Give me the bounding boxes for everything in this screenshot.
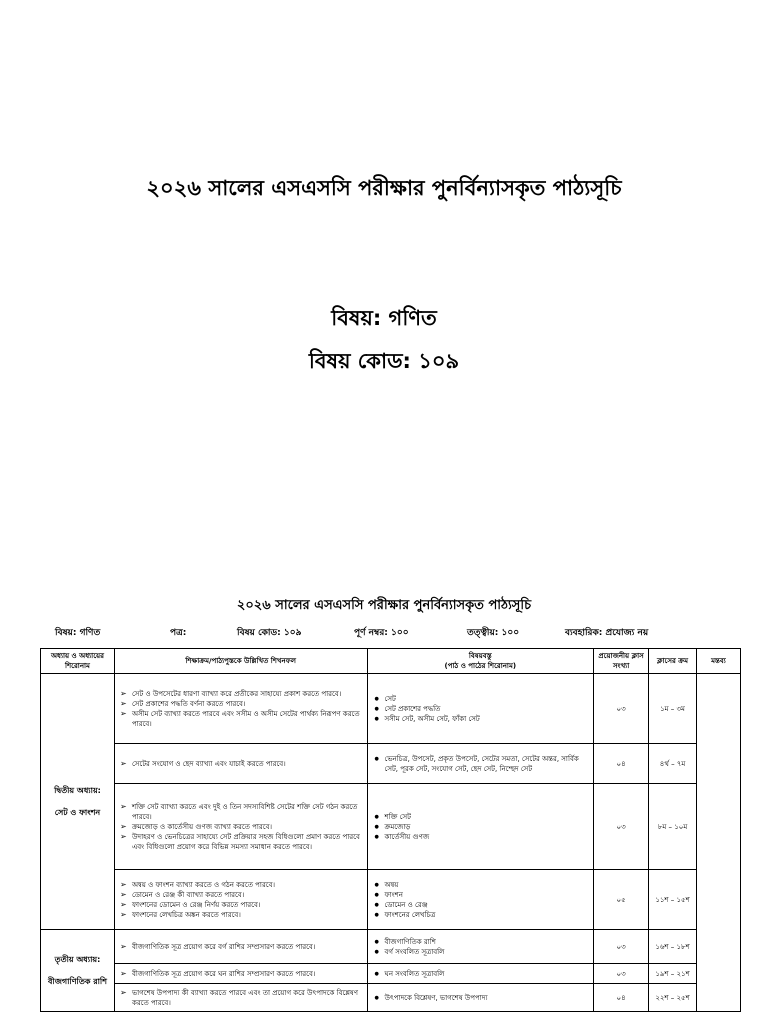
content-list	[371, 969, 591, 979]
table-row	[41, 674, 741, 744]
class-order: ২২শ – ২৫শ	[649, 984, 697, 1012]
meta-code: বিষয় কোড: ১০৯	[237, 628, 302, 638]
table-row	[41, 744, 741, 784]
content-item: ● বীজগাণিতিক রাশি	[385, 937, 591, 947]
col-content-title: বিষয়বস্তু	[468, 652, 492, 660]
class-count: ০৪	[594, 744, 649, 784]
table-header-row	[41, 649, 741, 674]
content-item: ● ডোমেন ও রেঞ্জ	[385, 900, 591, 910]
outcomes-cell	[114, 984, 367, 1012]
col-chapter: অধ্যায় ও অধ্যায়ের শিরোনাম	[41, 649, 115, 674]
content-cell	[367, 784, 594, 870]
class-order: ৪র্থ – ৭ম	[649, 744, 697, 784]
outcomes-list	[118, 969, 364, 979]
table-row	[41, 930, 741, 964]
meta-full-marks: পূর্ণ নম্বর: ১০০	[354, 628, 409, 638]
meta-theory: তত্ত্বীয়: ১০০	[467, 628, 520, 638]
content-item: ● সেট প্রকাশের পদ্ধতি	[385, 704, 591, 714]
content-item: ● শক্তি সেট	[385, 812, 591, 822]
content-list	[371, 754, 591, 774]
outcomes-list	[118, 759, 364, 769]
outcome-item: ➢ ফাংশনের লেখচিত্র অঙ্কন করতে পারবে।	[118, 910, 364, 920]
outcomes-list	[118, 802, 364, 852]
class-count: ০৩	[594, 964, 649, 984]
subject-code-heading: বিষয় কোড: ১০৯	[308, 349, 460, 373]
outcome-item: ➢ শক্তি সেট ব্যাখ্যা করতে এবং দুই ও তিন সদস্যবিশিষ্ট সেটের শক্তি সেট গঠন করতে পারবে।	[118, 802, 364, 822]
chapter-cell	[41, 930, 115, 1012]
class-count: ০৩	[594, 930, 649, 964]
meta-subject: বিষয়: গণিত	[55, 628, 101, 638]
class-order: ৮ম – ১০ম	[649, 784, 697, 870]
content-item: ● কার্তেসীয় গুণজ	[385, 832, 591, 842]
content-item: ● অন্বয়	[385, 880, 591, 890]
class-order: ১ম – ৩ম	[649, 674, 697, 744]
table-row	[41, 964, 741, 984]
outcomes-cell	[114, 964, 367, 984]
col-content-sub: (পাঠ ও পাঠের শিরোনাম)	[444, 662, 517, 670]
outcome-item: ➢ অসীম সেট ব্যাখ্যা করতে পারবে এবং সসীম ও অসীম সেটের পার্থক্য নিরূপণ করতে পারবে।	[118, 709, 364, 729]
outcome-item: ➢ ফাংশনের ডোমেন ও রেঞ্জ নির্ণয় করতে পারবে।	[118, 900, 364, 910]
class-count: ০৩	[594, 784, 649, 870]
syllabus-table	[40, 648, 741, 1012]
remarks-cell	[697, 674, 741, 1012]
outcome-item: ➢ সেট প্রকাশের পদ্ধতি বর্ণনা করতে পারবে।	[118, 699, 364, 709]
content-cell	[367, 870, 594, 930]
table-row	[41, 870, 741, 930]
class-order: ১১শ – ১৫শ	[649, 870, 697, 930]
content-cell	[367, 930, 594, 964]
chapter-name: সেট ও ফাংশন	[54, 807, 101, 817]
meta-practical: ব্যবহারিক: প্রযোজ্য নয়	[565, 628, 649, 638]
class-count: ০৪	[594, 984, 649, 1012]
content-item: ● ভেনচিত্র, উপসেট, প্রকৃত উপসেট, সেটের সমতা, সেটের অন্তর, সার্বিক সেট, পূরক সেট, সংযোগ সেট, ছেদ সেট, নিশ্ছেদ সেট	[385, 754, 591, 774]
outcomes-cell	[114, 674, 367, 744]
outcome-item: ➢ ক্রমজোড় ও কার্তেসীয় গুণজ ব্যাখ্যা করতে পারবে।	[118, 822, 364, 832]
content-cell	[367, 674, 594, 744]
outcome-item: ➢ উদাহরণ ও ভেনচিত্রের সাহায্যে সেট প্রক্রিয়ার সহজ বিধিগুলো প্রমাণ করতে পারবে এবং বিধিগুলো প্রয়োগ করে বিভিন্ন সমস্যা সমাধান করতে পারবে।	[118, 832, 364, 852]
outcome-item: ➢ বীজগাণিতিক সূত্র প্রয়োগ করে ঘন রাশির সম্প্রসারণ করতে পারবে।	[118, 969, 364, 979]
content-list	[371, 880, 591, 920]
subject-heading: বিষয়: গণিত	[331, 306, 437, 330]
col-order: ক্লাসের ক্রম	[649, 649, 697, 674]
outcomes-cell	[114, 784, 367, 870]
outcomes-cell	[114, 744, 367, 784]
content-item: ● ঘন সংবলিত সূত্রাবলি	[385, 969, 591, 979]
outcome-item: ➢ ভাগশেষ উপপাদ্য কী ব্যাখ্যা করতে পারবে এবং তা প্রয়োগ করে উৎপাদকে বিশ্লেষণ করতে পারবে।	[118, 988, 364, 1008]
content-cell	[367, 964, 594, 984]
table-row	[41, 984, 741, 1012]
content-item: ● ক্রমজোড়	[385, 822, 591, 832]
class-order: ১৬শ – ১৮শ	[649, 930, 697, 964]
outcome-item: ➢ সেটের সংযোগ ও ছেদ ব্যাখ্যা এবং যাচাই করতে পারবে।	[118, 759, 364, 769]
outcome-item: ➢ সেট ও উপসেটের ধারণা ব্যাখ্যা করে প্রতীকের সাহায্যে প্রকাশ করতে পারবে।	[118, 689, 364, 699]
document-title: ২০২৬ সালের এসএসসি পরীক্ষার পুনর্বিন্যাসকৃত পাঠ্যসূচি	[146, 176, 622, 200]
content-list	[371, 694, 591, 724]
chapter-number: দ্বিতীয় অধ্যায়:	[54, 785, 101, 795]
outcomes-cell	[114, 930, 367, 964]
outcomes-list	[118, 988, 364, 1008]
class-count: ০৩	[594, 674, 649, 744]
col-content	[367, 649, 594, 674]
table-row	[41, 784, 741, 870]
content-list	[371, 812, 591, 842]
content-list	[371, 937, 591, 957]
chapter-cell	[41, 674, 115, 930]
chapter-name: বীজগাণিতিক রাশি	[47, 976, 107, 986]
content-cell	[367, 984, 594, 1012]
chapter-number: তৃতীয় অধ্যায়:	[54, 954, 101, 964]
outcomes-list	[118, 689, 364, 729]
col-outcomes: শিক্ষাক্রম/পাঠ্যপুস্তকে উল্লিখিত শিখনফল	[114, 649, 367, 674]
col-remarks: মন্তব্য	[697, 649, 741, 674]
meta-paper: পত্র:	[170, 628, 187, 638]
outcome-item: ➢ বীজগাণিতিক সূত্র প্রয়োগ করে বর্গ রাশির সম্প্রসারণ করতে পারবে।	[118, 942, 364, 952]
outcomes-list	[118, 880, 364, 920]
col-classes: প্রয়োজনীয় ক্লাস সংখ্যা	[594, 649, 649, 674]
content-item: ● উৎপাদকে বিশ্লেষণ, ভাগশেষ উপপাদ্য	[385, 993, 591, 1003]
outcomes-cell	[114, 870, 367, 930]
content-item: ● সেট	[385, 694, 591, 704]
content-item: ● সসীম সেট, অসীম সেট, ফাঁকা সেট	[385, 714, 591, 724]
outcome-item: ➢ অন্বয় ও ফাংশন ব্যাখ্যা করতে ও গঠন করতে পারবে।	[118, 880, 364, 890]
table-title: ২০২৬ সালের এসএসসি পরীক্ষার পুনর্বিন্যাসকৃত পাঠ্যসূচি	[236, 598, 532, 613]
outcome-item: ➢ ডোমেন ও রেঞ্জ কী ব্যাখ্যা করতে পারবে।	[118, 890, 364, 900]
content-list	[371, 993, 591, 1003]
content-item: ● ফাংশন	[385, 890, 591, 900]
content-item: ● বর্গ সংবলিত সূত্রাবলি	[385, 947, 591, 957]
content-item: ● ফাংশনের লেখচিত্র	[385, 910, 591, 920]
class-order: ১৯শ – ২১শ	[649, 964, 697, 984]
outcomes-list	[118, 942, 364, 952]
content-cell	[367, 744, 594, 784]
class-count: ০৫	[594, 870, 649, 930]
